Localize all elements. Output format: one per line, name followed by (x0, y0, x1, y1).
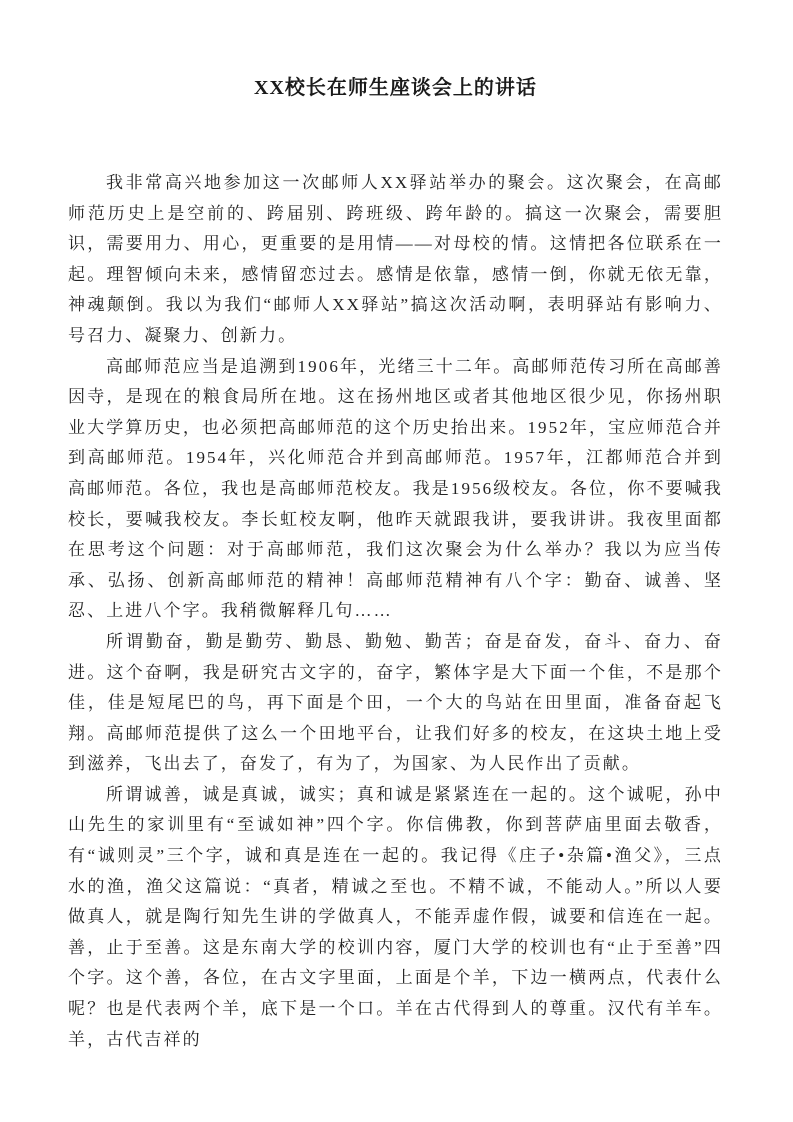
document-title: XX校长在师生座谈会上的讲话 (254, 77, 537, 99)
paragraph-4: 所谓诚善，诚是真诚，诚实；真和诚是紧紧连在一起的。这个诚呢，孙中山先生的家训里有“至诚如神”四个字。你信佛教，你到菩萨庙里面去敬香，有“诚则灵”三个字，诚和真是连在一起的。我记得《庄子•杂篇•渔父》，三点水的渔，渔父这篇说：“真者，精诚之至也。不精不诚，不能动人。”所以人要做真人，就是陶行知先生讲的学做真人，不能弄虚作假，诚要和信连在一起。善，止于至善。这是东南大学的校训内容，厦门大学的校训也有“止于至善”四个字。这个善，各位，在古文字里面，上面是个羊，下边一横两点，代表什么呢？也是代表两个羊，底下是一个口。羊在古代得到人的尊重。汉代有羊车。羊，古代吉祥的 (68, 784, 723, 1049)
paragraph-2: 高邮师范应当是追溯到1906年，光绪三十二年。高邮师范传习所在高邮善因寺，是现在的粮食局所在地。这在扬州地区或者其他地区很少见，你扬州职业大学算历史，也必须把高邮师范的这个历史抬出来。1952年，宝应师范合并到高邮师范。1954年，兴化师范合并到高邮师范。1957年，江都师范合并到高邮师范。各位，我也是高邮师范校友。我是1956级校友。各位，你不要喊我校长，要喊我校友。李长虹校友啊，他昨天就跟我讲，要我讲讲。我夜里面都在思考这个问题：对于高邮师范，我们这次聚会为什么举办？我以为应当传承、弘扬、创新高邮师范的精神！高邮师范精神有八个字：勤奋、诚善、坚忍、上进八个字。我稍微解释几句…… (68, 356, 723, 621)
paragraph-1: 我非常高兴地参加这一次邮师人XX驿站举办的聚会。这次聚会，在高邮师范历史上是空前的、跨届别、跨班级、跨年龄的。搞这一次聚会，需要胆识，需要用力、用心，更重要的是用情——对母校的情。这情把各位联系在一起。理智倾向未来，感情留恋过去。感情是依靠，感情一倒，你就无依无靠，神魂颠倒。我以为我们“邮师人XX驿站”搞这次活动啊，表明驿站有影响力、号召力、凝聚力、创新力。 (68, 173, 723, 345)
paragraph-3: 所谓勤奋，勤是勤劳、勤恳、勤勉、勤苦；奋是奋发，奋斗、奋力、奋进。这个奋啊，我是研究古文字的，奋字，繁体字是大下面一个隹，不是那个佳，佳是短尾巴的鸟，再下面是个田，一个大的鸟站在田里面，准备奋起飞翔。高邮师范提供了这么一个田地平台，让我们好多的校友，在这块土地上受到滋养，飞出去了，奋发了，有为了，为国家、为人民作出了贡献。 (68, 631, 723, 774)
document-body (68, 168, 723, 1055)
